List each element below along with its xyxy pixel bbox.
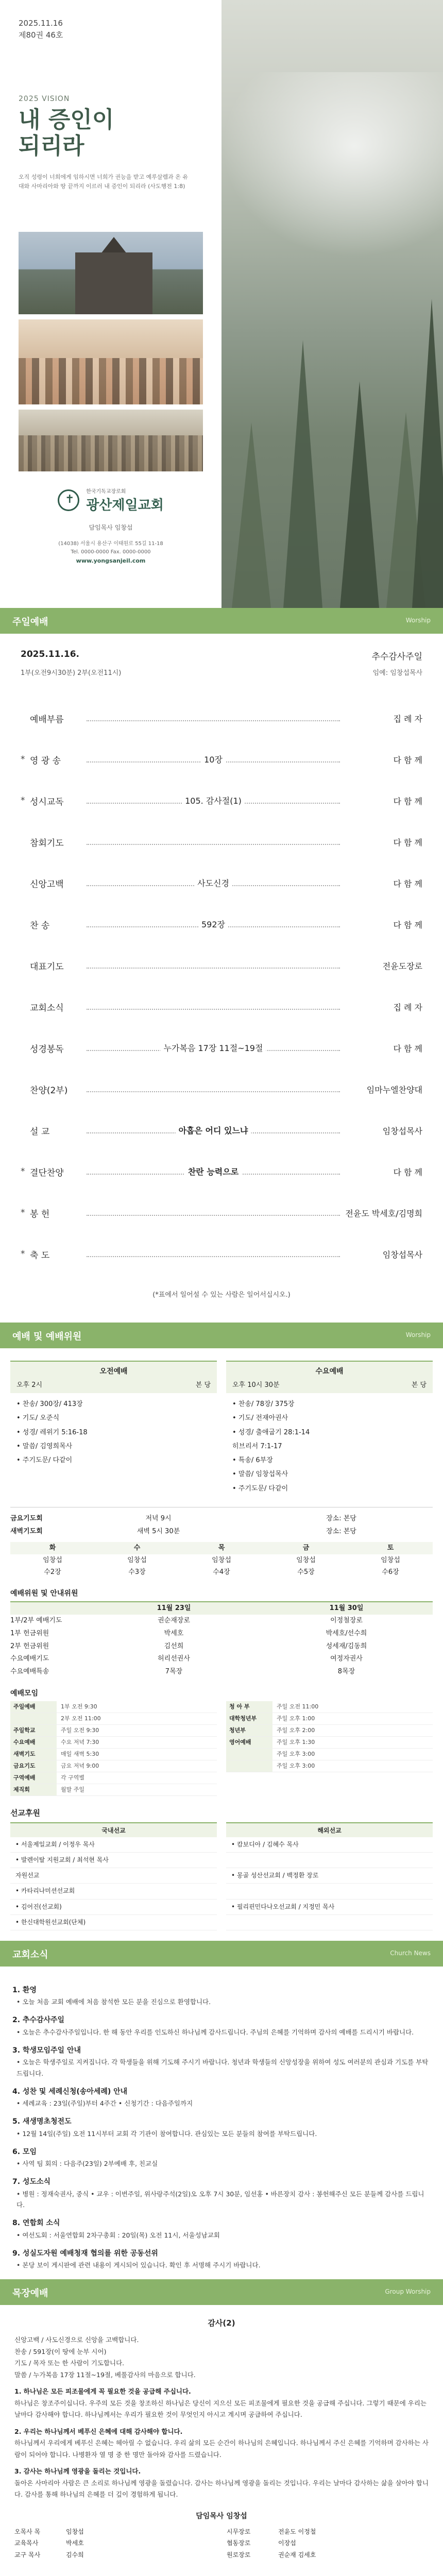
gather-row [226,1713,433,1725]
gather-name: 구역예배 [10,1772,57,1784]
church-website[interactable]: www.yongsanjeil.com [76,557,146,564]
sunday-place: 본 당 [195,1381,211,1389]
wednesday-lines [226,1393,433,1500]
order-dots [87,1045,340,1051]
study-point-3: 3. 감사는 하나님께 영광을 돌리는 것입니다. [14,2467,141,2475]
order-row [21,986,422,1027]
news-heading: 3. 학생모임주일 안내 [12,2046,81,2055]
sunday-line: • 성경/ 레위기 5:16-18 [16,1428,88,1436]
leader-role: 시무장로 [227,2528,251,2535]
section-title: 예배 및 예배위원 [12,1331,82,1342]
gather-row [10,1760,217,1772]
wednesday-head: 수요예배 [315,1367,344,1376]
domestic-mission-item: • 발렌이탈 지원교회 / 최석현 목사 [10,1853,217,1868]
order-star: * [21,1249,25,1259]
friday-prayer-place: 장소: 본당 [326,1515,356,1523]
wednesday-line: 히브리서 7:1-17 [232,1442,282,1450]
gather-row [10,1701,217,1713]
mission-support [10,1807,433,1930]
leader-role: 교육목사 [14,2539,39,2547]
duty-cell: 허리선권사 [158,1655,190,1663]
news-heading: 8. 연합회 소식 [12,2219,60,2228]
gather-row [226,1737,433,1749]
order-leader: 다 함 께 [393,796,422,806]
order-name: 결단찬양 [30,1167,64,1178]
overseas-mission-item [226,1915,433,1930]
study-section-header [0,2279,443,2305]
gather-title: 예배모임 [10,1689,39,1698]
order-row [21,780,422,821]
leader-name: 전윤도 이정철 [278,2528,316,2535]
leader-row [227,2537,429,2549]
sunday-line: • 주기도문/ 다같이 [16,1456,73,1465]
worship-date: 2025.11.16. [21,649,80,659]
weekday-passage: 수5장 [297,1568,315,1577]
gather-row [10,1713,217,1725]
gather-time: 수요 저녁 7:30 [61,1738,99,1745]
order-leader: 다 함 께 [393,837,422,848]
order-row [21,862,422,904]
duty-roster [10,1588,433,1679]
news-text: • 오늘 처음 교회 예배에 처음 참석한 모든 분을 진심으로 환영합니다. [16,1998,211,2006]
order-leader: 집 례 자 [393,1002,422,1012]
order-leader: 다 함 께 [393,1043,422,1054]
leader-name: 임창섭 [66,2528,84,2535]
overseas-mission-item [226,1853,433,1868]
order-name: 참회기도 [30,838,64,849]
order-row [21,1069,422,1110]
weekday-head: 토 [348,1542,433,1554]
duty-head [10,1601,88,1615]
sunday-service [10,1361,217,1500]
cover-title: 내 증인이 되리라 [19,107,114,159]
order-row [21,1027,422,1069]
weekday-head: 금 [264,1542,348,1554]
wednesday-service [226,1361,433,1500]
cover-left [0,0,222,608]
news-heading: 7. 성도소식 [12,2178,51,2186]
gather-time: 주일 오후 3:00 [277,1762,315,1769]
gather-row [10,1784,217,1796]
leader-name: 박세호 [66,2539,84,2547]
order-name: 신앙고백 [30,879,64,890]
gather-row [10,1737,217,1749]
leader-role: 교구 목사 [14,2551,41,2559]
study-text-1: 하나님은 창조주이십니다. 우주의 모든 것을 창조하신 하나님은 당신이 지으신 모든 피조물에게 필요한 것을 공급해 주십니다. 그렇기 때문에 우리는 날마다 감사해야 합니다. 하나님께서는 우리가 필요한 것이 무엇인지 아시고 계시며 공급하여 주십니다. [14,2399,427,2418]
dawn-prayer-time: 새벽 5시 30분 [137,1527,180,1535]
news-text: • 여선도회 : 서울연합회 2차구총회 : 20일(목) 오전 11시, 서울성남교회 [16,2231,220,2239]
weekday-passage: 수6장 [382,1568,399,1577]
domestic-mission-item: • 한신대학원선교회(단체) [10,1915,217,1930]
weekday-preacher: 임창섭 [212,1556,231,1564]
leader-role: 원로장로 [227,2551,251,2559]
gather-name: 제직회 [10,1784,57,1795]
order-detail: 592장 [198,918,228,930]
duty-cell: 박세호 [164,1630,184,1637]
gather-name: 주일예배 [10,1701,57,1713]
duty-cell: 수요예배특송 [10,1668,49,1676]
order-leader: 임창섭목사 [382,1249,422,1260]
duty-cell: 여정자권사 [330,1655,363,1663]
sunday-lines [10,1393,217,1471]
order-dots [87,755,340,765]
study-line: 신앙고백 / 사도신경으로 신앙을 고백합니다. [14,2336,139,2344]
church-logo-icon [58,489,79,511]
gather-row [10,1772,217,1784]
order-dots [87,1168,340,1175]
order-detail: 10장 [201,753,226,765]
domestic-mission-item: 자원선교 [10,1868,217,1884]
order-row [21,821,422,862]
dawn-prayer-label: 새벽기도회 [10,1527,43,1535]
congregation-photo [19,410,203,471]
gather-name [226,1749,272,1760]
news-heading: 9. 성실도자원 예배청재 협의를 위한 공동선위 [12,2249,158,2258]
domestic-mission-head: 국내선교 [10,1822,217,1837]
leader-name: 권순재 김세호 [278,2551,316,2559]
cover-date: 2025.11.16 [19,19,63,28]
domestic-mission-item: • 김어진(선교회) [10,1900,217,1915]
duty-cell: 박세호/선수희 [326,1630,367,1637]
order-detail: 아홉은 어디 있느냐 [176,1124,251,1136]
gather-name: 수요예배 [10,1737,57,1748]
order-leader: 다 함 께 [393,878,422,889]
study-line: 찬송 / 591장(이 땅에 눈부 시어) [14,2347,107,2355]
order-dots [87,962,340,969]
gather-name: 청년부 [226,1725,272,1736]
sunday-line: • 기도/ 오준식 [16,1414,60,1422]
mission-title: 선교후원 [10,1808,40,1818]
news-heading: 6. 모임 [12,2147,37,2156]
overseas-mission-item [226,1884,433,1899]
duty-cell: 1부 헌금위원 [10,1630,49,1637]
worship-section-header [0,608,443,634]
duty-cell: 1부/2부 예배기도 [10,1617,62,1625]
worship-occasion: 추수감사주일 [371,652,422,662]
order-dots [87,1004,340,1010]
order-dots [87,1251,340,1257]
worship-leader: 임예: 임창섭목사 [372,669,422,677]
church-logo-block [19,487,203,566]
cover-verse: 오직 성령이 너희에게 임하시면 너희가 권능을 받고 예루살렘과 온 유대와 사마리아와 땅 끝까지 이르러 내 증인이 되리라 (사도행전 1:8) [19,174,188,190]
wednesday-line: • 찬송/ 78장/ 375장 [232,1400,295,1408]
gather-name: 대학청년부 [226,1713,272,1724]
gather-time: 주일 오후 1:30 [277,1738,315,1745]
wednesday-line: • 기도/ 전재아권사 [232,1414,288,1422]
gather-name [226,1760,272,1772]
order-dots [87,1086,340,1092]
gather-time: 금요 저녁 9:00 [61,1762,99,1769]
weekday-preacher: 임창섭 [381,1556,400,1564]
order-dots [87,1210,340,1216]
gather-name: 청 아 부 [226,1701,272,1713]
news-text: • 본당 보이 게시판에 관련 내용이 게시되어 있습니다. 확인 후 서명해 주시기 바랍니다. [16,2261,261,2269]
duty-cell: 수요예배기도 [10,1655,49,1663]
order-leader: 전윤도장로 [382,961,422,971]
order-leader: 집 례 자 [393,714,422,724]
vision-label: 2025 VISION [19,95,70,103]
leader-role: 협동장로 [227,2539,251,2547]
order-row [21,1192,422,1233]
order-dots [87,839,340,845]
order-star: * [21,754,25,765]
cover [0,0,443,608]
order-star: * [21,1208,25,1218]
overseas-mission-item: • 몽골 성산선교회 / 백정환 장로 [226,1868,433,1884]
order-dots [87,798,340,804]
gather-row [226,1725,433,1737]
order-dots [87,880,340,886]
order-dots [87,921,340,927]
service-times [0,1348,443,1936]
sunday-time: 오후 2시 [16,1381,43,1389]
duty-cell: 성세재/김동희 [326,1642,367,1650]
leader-row [14,2526,216,2538]
gatherings [10,1688,433,1796]
dawn-prayer-schedule [10,1542,433,1578]
church-address: (14038) 서울시 용산구 이태원로 55길 11-18 [58,541,163,547]
order-row [21,945,422,986]
study-line: 기도 / 목자 또는 한 사람이 기도합니다. [14,2359,125,2367]
order-star: * [21,1166,25,1177]
order-leader: 전윤도 박세호/김명희 [345,1208,422,1218]
forest-cover-image [222,0,443,608]
study-point-1: 1. 하나님은 모든 피조물에게 꼭 필요한 것을 공급해 주십니다. [14,2387,191,2395]
members-photo [19,319,203,404]
order-dots [87,715,340,721]
church-phone: Tel. 0000-0000 Fax. 0000-0000 [71,549,151,555]
sunday-line: • 찬송/ 300장/ 413장 [16,1400,83,1408]
order-row [21,1233,422,1275]
gather-name [10,1713,57,1724]
gather-name: 금요기도 [10,1760,57,1772]
weekday-passage: 수3장 [128,1568,146,1577]
leaders-title: 담임목사 임창섭 [196,2512,247,2520]
duty-cell: 7목장 [165,1668,183,1676]
study-line: 말씀 / 누가복음 17장 11절~19절, 베풀감사의 마음으로 합니다. [14,2370,196,2379]
wednesday-line: • 성경/ 출애굽기 28:1-14 [232,1428,310,1436]
service-section-header [0,1323,443,1348]
gather-row [226,1701,433,1713]
church-denomination: 한국기독교장로회 [86,489,126,495]
gather-name: 영어예배 [226,1737,272,1748]
friday-prayer-label: 금요기도회 [10,1515,43,1523]
order-list [21,698,422,1275]
order-row [21,904,422,945]
order-name: 찬 송 [30,920,50,931]
duty-cell: 이정철장로 [330,1617,363,1625]
leader-row [14,2549,216,2561]
order-row [21,739,422,780]
order-dots [87,1126,340,1136]
study-point-2: 2. 우리는 하나님께서 베푸신 은혜에 대해 감사해야 합니다. [14,2427,183,2435]
order-name: 설 교 [30,1126,50,1137]
leader-row [227,2549,429,2561]
news-heading: 5. 새생명초청전도 [12,2117,72,2126]
friday-prayer-time: 저녁 9시 [145,1515,172,1523]
domestic-mission-item: • 서울제일교회 / 이정우 목사 [10,1837,217,1853]
order-name: 성시교독 [30,796,64,807]
section-en: Worship [405,1331,431,1338]
section-en: Church News [390,1949,431,1957]
weekday-preacher: 임창섭 [296,1556,316,1564]
duty-cell: 김선희 [164,1642,184,1650]
section-title: 교회소식 [12,1949,48,1960]
order-name: 대표기도 [30,961,64,972]
leader-role: 오목사 목 [14,2528,41,2535]
order-detail: 105. 감사절(1) [182,794,245,806]
gather-time: 매일 새벽 5:30 [61,1750,99,1757]
gather-time: 주일 오후 2:00 [277,1726,315,1734]
duty-cell: 8목장 [337,1668,355,1676]
order-name: 교회소식 [30,1003,64,1013]
study-title: 감사(2) [208,2318,235,2328]
worship-note: (*표에서 일어설 수 있는 사람은 일어서십시오.) [152,1291,291,1299]
leader-name: 이장섭 [278,2539,296,2547]
news-heading: 1. 환영 [12,1986,37,1994]
section-en: Group Worship [385,2288,431,2295]
section-title: 목장예배 [12,2288,48,2299]
weekday-passage: 수2장 [44,1568,61,1577]
news-section-header [0,1941,443,1967]
duty-head: 11월 23일 [88,1601,260,1615]
gather-name: 새벽기도 [10,1749,57,1760]
order-leader: 임창섭목사 [382,1126,422,1136]
gather-time: 주일 오후 3:00 [277,1750,315,1757]
wednesday-time: 오후 10시 30분 [232,1381,280,1389]
wednesday-line: • 말씀/ 임창섭목사 [232,1470,288,1479]
weekday-head: 수 [95,1542,179,1554]
order-row [21,1110,422,1151]
weekday-passage: 수4장 [213,1568,230,1577]
overseas-mission-item: • 필리핀민다나오선교회 / 지정민 목사 [226,1900,433,1915]
news-heading: 4. 성찬 및 세례신청(송아세례) 안내 [12,2087,128,2096]
order-name: 영 광 송 [30,755,61,766]
gather-time: 2부 오전 11:00 [61,1715,101,1722]
leader-row [227,2526,429,2538]
order-row [21,1151,422,1192]
duty-title: 예배위원 및 안내위원 [10,1589,78,1598]
wednesday-line: • 주기도문/ 다같이 [232,1484,288,1493]
wednesday-line: • 특송/ 6부장 [232,1456,273,1465]
gather-time: 1부 오전 9:30 [61,1703,97,1710]
study-text-3: 돌아온 사마리아 사람은 큰 소리로 하나님께 영광을 돌렸습니다. 감사는 하나님께 영광을 돌리는 것입니다. 우리는 날마다 감사하는 삶을 살아야 합니다. 감사를 통해 하나님의 은혜를 더 깊이 경험하게 됩니다. [14,2479,429,2498]
gather-time: 주일 오후 1:00 [277,1715,315,1722]
order-leader: 다 함 께 [393,755,422,765]
sunday-line: • 말씀/ 김영희목사 [16,1442,73,1450]
pastor-name: 담임목사 임창섭 [89,524,133,531]
order-leader: 다 함 께 [393,920,422,930]
gather-row [10,1749,217,1760]
cover-issue: 제80권 46호 [19,30,63,40]
gather-time: 월말 주일 [61,1786,85,1793]
order-row [21,698,422,739]
gather-row [10,1725,217,1737]
gather-row [226,1760,433,1772]
gather-time: 주일 오전 9:30 [61,1726,99,1734]
leader-row [14,2537,216,2549]
section-en: Worship [405,617,431,624]
weekday-preacher: 임창섭 [127,1556,147,1564]
duty-cell: 2부 헌금위원 [10,1642,49,1650]
church-building-photo [19,232,203,314]
church-name: 광산제일교회 [86,498,164,513]
sunday-head: 오전예배 [99,1367,128,1376]
duty-head: 11월 30일 [260,1601,433,1615]
news-text: • 오늘은 추수감사주일입니다. 한 해 동안 우리를 인도하신 하나님께 감사드립니다. 주님의 은혜를 기억하며 감사의 예배를 드리시기 바랍니다. [16,2028,414,2036]
duty-cell: 권순재장로 [158,1617,190,1625]
order-name: 찬양(2부) [30,1085,68,1096]
news-text: • 12월 14일(주일) 오전 11시부터 교회 각 기관이 참여합니다. 관심있는 모든 분들의 참여를 부탁드립니다. [16,2129,317,2138]
order-leader: 임마누엘찬양대 [366,1084,422,1095]
weekday-preacher: 임창섭 [43,1556,62,1564]
news-text: • 사역 팀 회의 : 다음주(23일) 2부예배 후, 친교실 [16,2160,158,2168]
news-text: • 병원 : 정재숙권사, 중식 • 교우 : 이번주일, 위사랑주석(2일)오 오후 7시 30분, 임선홍 • 바른장치 감사 : 봉헌해주신 모든 분들께 감사를 드립니다. [16,2190,424,2209]
gather-time: 주일 오전 11:00 [277,1703,319,1710]
news-text: • 오늘은 학생주일로 지켜집니다. 각 학생들을 위해 기도해 주시기 바랍니다. 청년과 학생들의 신앙성장을 위하여 성도 여러분의 관심과 기도를 부탁드립니다. [16,2058,429,2077]
domestic-mission-item: • 카타리나미션선교회 [10,1884,217,1899]
order-name: 봉 헌 [30,1209,50,1219]
order-name: 예배부름 [30,714,64,725]
gather-row [226,1749,433,1760]
prayer-meetings [10,1507,433,1579]
order-leader: 다 함 께 [393,1167,422,1177]
order-detail: 찬란 능력으로 [185,1165,242,1177]
worship-times: 1부(오전9시30분) 2부(오전11시) [21,669,122,677]
section-title: 주일예배 [12,617,48,628]
weekday-head: 화 [10,1542,95,1554]
leader-name: 김수희 [66,2551,84,2559]
worship-order [0,634,443,1309]
order-name: 성경봉독 [30,1044,64,1055]
overseas-mission-head: 해외선교 [226,1822,433,1837]
order-name: 축 도 [30,1250,50,1261]
gather-time: 각 구역별 [61,1774,85,1781]
order-star: * [21,795,25,806]
news-heading: 2. 추수감사주일 [12,2016,65,2025]
group-study [0,2305,443,2573]
order-detail: 사도신경 [194,877,232,889]
church-news [0,1967,443,2279]
weekday-head: 목 [179,1542,264,1554]
gather-name: 주일학교 [10,1725,57,1736]
order-detail: 누가복음 17장 11절~19절 [161,1042,266,1054]
dawn-prayer-place: 장소: 본당 [326,1527,356,1535]
wednesday-place: 본 당 [411,1381,427,1389]
news-text: • 세례교육 : 23일(주일)부터 4주간 • 신청기간 : 다음주일까지 [16,2099,193,2108]
study-text-2: 하나님께서 우리에게 베푸신 은혜는 헤아릴 수 없습니다. 우리 삶의 모든 순간이 하나님의 은혜입니다. 하나님께서 주신 은혜를 기억하며 감사하는 사람이 되어야 합니다. 나병환자 열 명 중 한 명만 돌아와 감사를 드렸습니다. [14,2439,429,2459]
overseas-mission-item: • 캄보디아 / 김혜수 목사 [226,1837,433,1853]
